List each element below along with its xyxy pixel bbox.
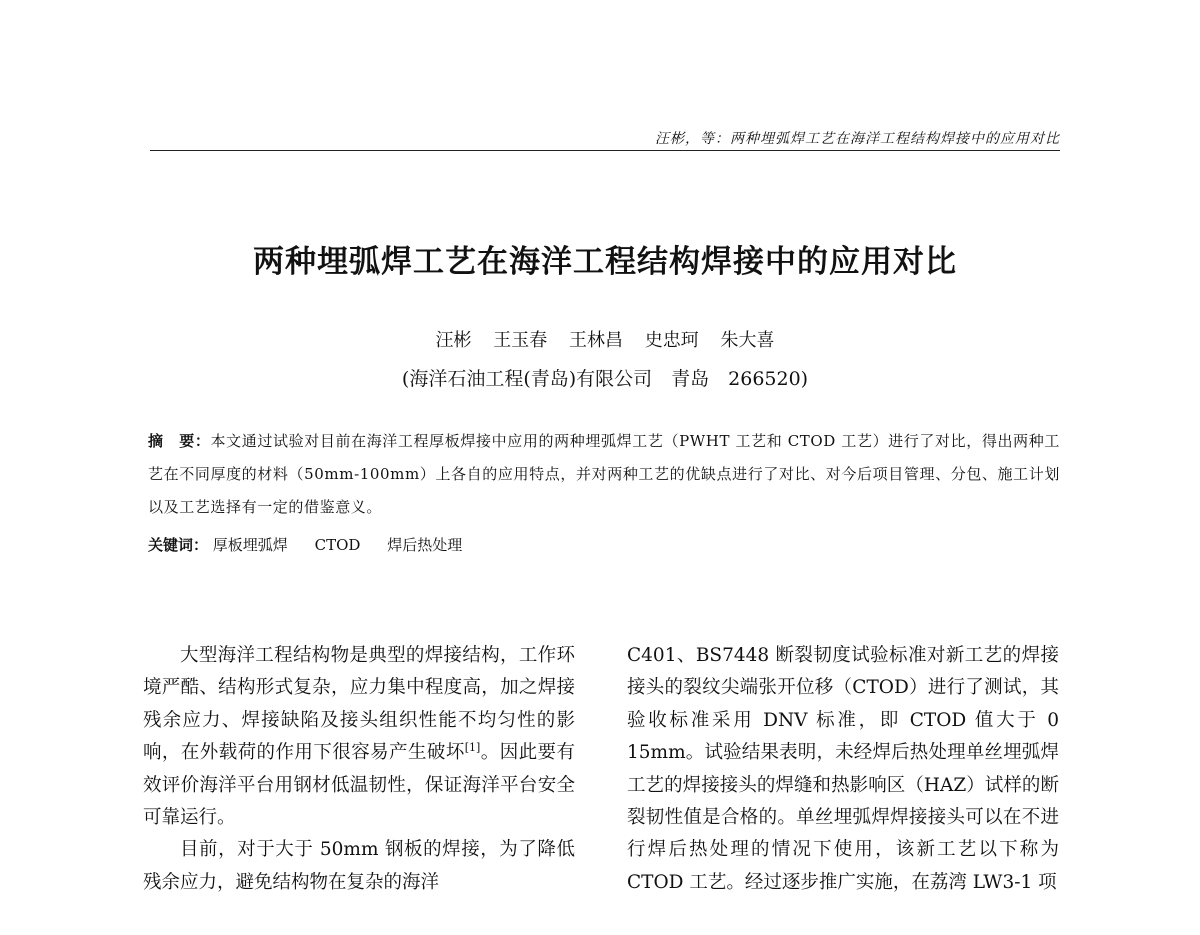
abstract [148, 425, 1060, 524]
citation-ref: [1] [464, 741, 481, 755]
running-header: 汪彬，等：两种埋弧焊工艺在海洋工程结构焊接中的应用对比 [655, 131, 1060, 147]
abstract-label: 摘 要： [148, 432, 211, 450]
author: 王林昌 [569, 330, 623, 351]
abstract-text: 本文通过试验对目前在海洋工程厚板焊接中应用的两种埋弧焊工艺（PWHT 工艺和 CTOD 工艺）进行了对比，得出两种工艺在不同厚度的材料（50mm-100mm）上各自的应用特点，并对两种工艺的优缺点进行了对比、对今后项目管理、分包、施工计划以及工艺选择有一定的借鉴意义。 [148, 432, 1060, 516]
body-paragraph [143, 640, 575, 834]
affiliation: (海洋石油工程(青岛)有限公司 青岛 266520) [401, 368, 809, 390]
keywords-label: 关键词： [148, 536, 209, 554]
body-column-left [143, 640, 575, 899]
author: 朱大喜 [720, 330, 775, 351]
header-rule [150, 150, 1060, 151]
paragraph-text: 大型海洋工程结构物是典型的焊接结构，工作环境严酷、结构形式复杂，应力集中程度高，加之焊接残余应力、焊接缺陷及接头组织性能不均匀性的影响，在外载荷的作用下很容易产生破坏 [143, 645, 575, 764]
keywords [148, 534, 1060, 555]
author-list [150, 326, 1060, 352]
paper-title: 两种埋弧焊工艺在海洋工程结构焊接中的应用对比 [253, 244, 957, 280]
body-column-right [627, 640, 1078, 899]
author: 史忠珂 [644, 330, 699, 351]
keyword: 焊后热处理 [387, 536, 463, 554]
keyword: 厚板埋弧焊 [212, 536, 288, 554]
body-paragraph: C401、BS7448 断裂韧度试验标准对新工艺的焊接接头的裂纹尖端张开位移（CTOD）进行了测试，其验收标准采用 DNV 标准，即 CTOD 值大于 0 15mm。试验结果表明，未经焊后热处理单丝埋弧焊工艺的焊接接头的焊缝和热影响区（HAZ）试样的断裂韧性值是合格的。单丝埋弧焊焊接接头可以在不进行焊后热处理的情况下使用，该新工艺以下称为 CTOD 工艺。经过逐步推广实施，在荔湾 LW3-1 项 [627, 645, 1078, 893]
keyword: CTOD [314, 536, 361, 554]
author: 汪彬 [435, 330, 472, 351]
author: 王玉春 [493, 330, 548, 351]
body-paragraph: 目前，对于大于 50mm 钢板的焊接，为了降低残余应力，避免结构物在复杂的海洋 [143, 839, 575, 893]
paragraph-text: 。因此要有效评价海洋平台用钢材低温韧性，保证海洋平台安全可靠运行。 [143, 742, 575, 829]
